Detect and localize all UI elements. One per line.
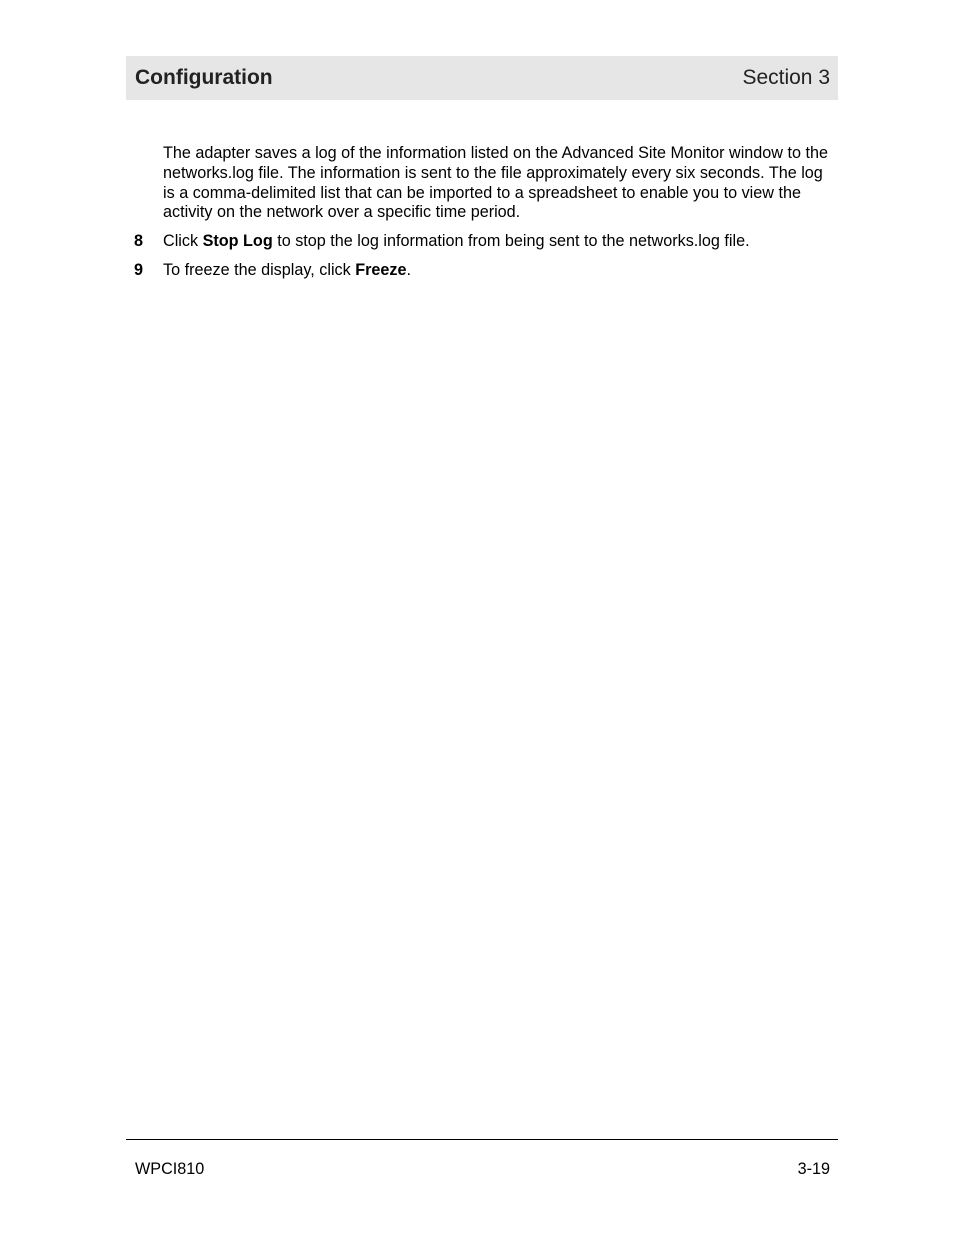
stop-log-term: Stop Log <box>202 232 273 250</box>
step-text-after: . <box>406 261 412 279</box>
chapter-title: Configuration <box>135 66 273 89</box>
footer-page-number: 3-19 <box>797 1160 830 1178</box>
section-label: Section 3 <box>742 66 830 89</box>
page-header <box>126 56 838 100</box>
step-number: 9 <box>134 261 144 279</box>
step-text-before: To freeze the display, click <box>163 261 356 279</box>
step-text-after: to stop the log information from being sent to the networks.log file. <box>272 232 750 250</box>
step-text <box>163 231 750 251</box>
footer-divider <box>126 1139 838 1140</box>
freeze-term: Freeze <box>355 261 407 279</box>
step-text <box>163 260 411 280</box>
step-number: 8 <box>134 232 144 250</box>
log-description-paragraph: The adapter saves a log of the information listed on the Advanced Site Monitor window to the networks.log file. The information is sent to the file approximately every six seconds. The log is a comma-delimited list that can be imported to a spreadsheet to enable you to view the activity on the network over a specific time period. <box>163 144 828 222</box>
footer-model-name: WPCI810 <box>135 1160 205 1178</box>
step-text-before: Click <box>163 232 203 250</box>
